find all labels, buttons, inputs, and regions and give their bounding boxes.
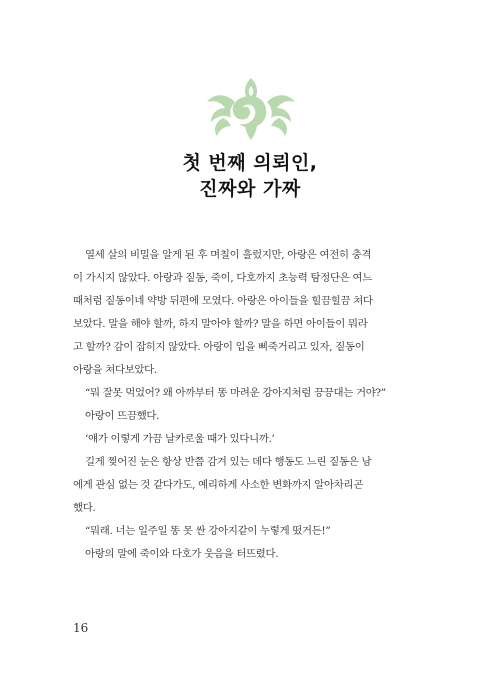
chapter-title-line-1: 첫 번째 의뢰인, (182, 152, 318, 174)
paragraph-line: 이 가시지 않았다. 아랑과 짙동, 죽이, 다호까지 초능력 탐정단은 여느 (73, 272, 372, 284)
dialogue-line: “뭐래. 너는 일주일 똥 못 싼 강아지같이 누렇게 떴거든!” (85, 525, 331, 537)
chapter-title (0, 150, 500, 202)
paragraph-line: 열세 살의 비밀을 알게 된 후 며칠이 흘렀지만, 아랑은 여전히 충격 (85, 249, 372, 261)
body-text (73, 244, 445, 566)
paragraph-line: 에게 관심 없는 것 같다가도, 예리하게 사소한 변화까지 알아차리곤 (73, 479, 363, 491)
paragraph-line: 길게 찢어진 눈은 항상 반쯤 감겨 있는 데다 행동도 느린 짙동은 남 (85, 456, 372, 468)
paragraph-line: 보았다. 말을 해야 할까, 하지 말아야 할까? 말을 하면 아이들이 뭐라 (73, 318, 368, 330)
paragraph-line: 아랑이 뜨끔했다. (85, 410, 160, 422)
paragraph-line: 때처럼 짙동이네 약방 뒤편에 모였다. 아랑은 아이들을 힐끔힐끔 쳐다 (73, 295, 373, 307)
paragraph-line: 고 할까? 감이 잡히지 않았다. 아랑이 입을 삐죽거리고 있자, 짙동이 (73, 341, 365, 353)
dialogue-line: “뭐 잘못 먹었어? 왜 아까부터 똥 마려운 강아지처럼 끙끙대는 거야?” (85, 387, 386, 399)
page-number: 16 (73, 621, 89, 635)
paragraph-line: 아랑을 쳐다보았다. (73, 364, 157, 376)
paragraph-line: 했다. (73, 502, 96, 514)
paragraph-line: 아랑의 말에 죽이와 다호가 웃음을 터뜨렸다. (85, 548, 279, 560)
chapter-title-line-2: 진짜와 가짜 (199, 178, 301, 200)
floral-ornament-icon (205, 74, 297, 140)
thought-line: ‘얘가 이렇게 가끔 날카로울 때가 있다니까.’ (85, 433, 275, 445)
